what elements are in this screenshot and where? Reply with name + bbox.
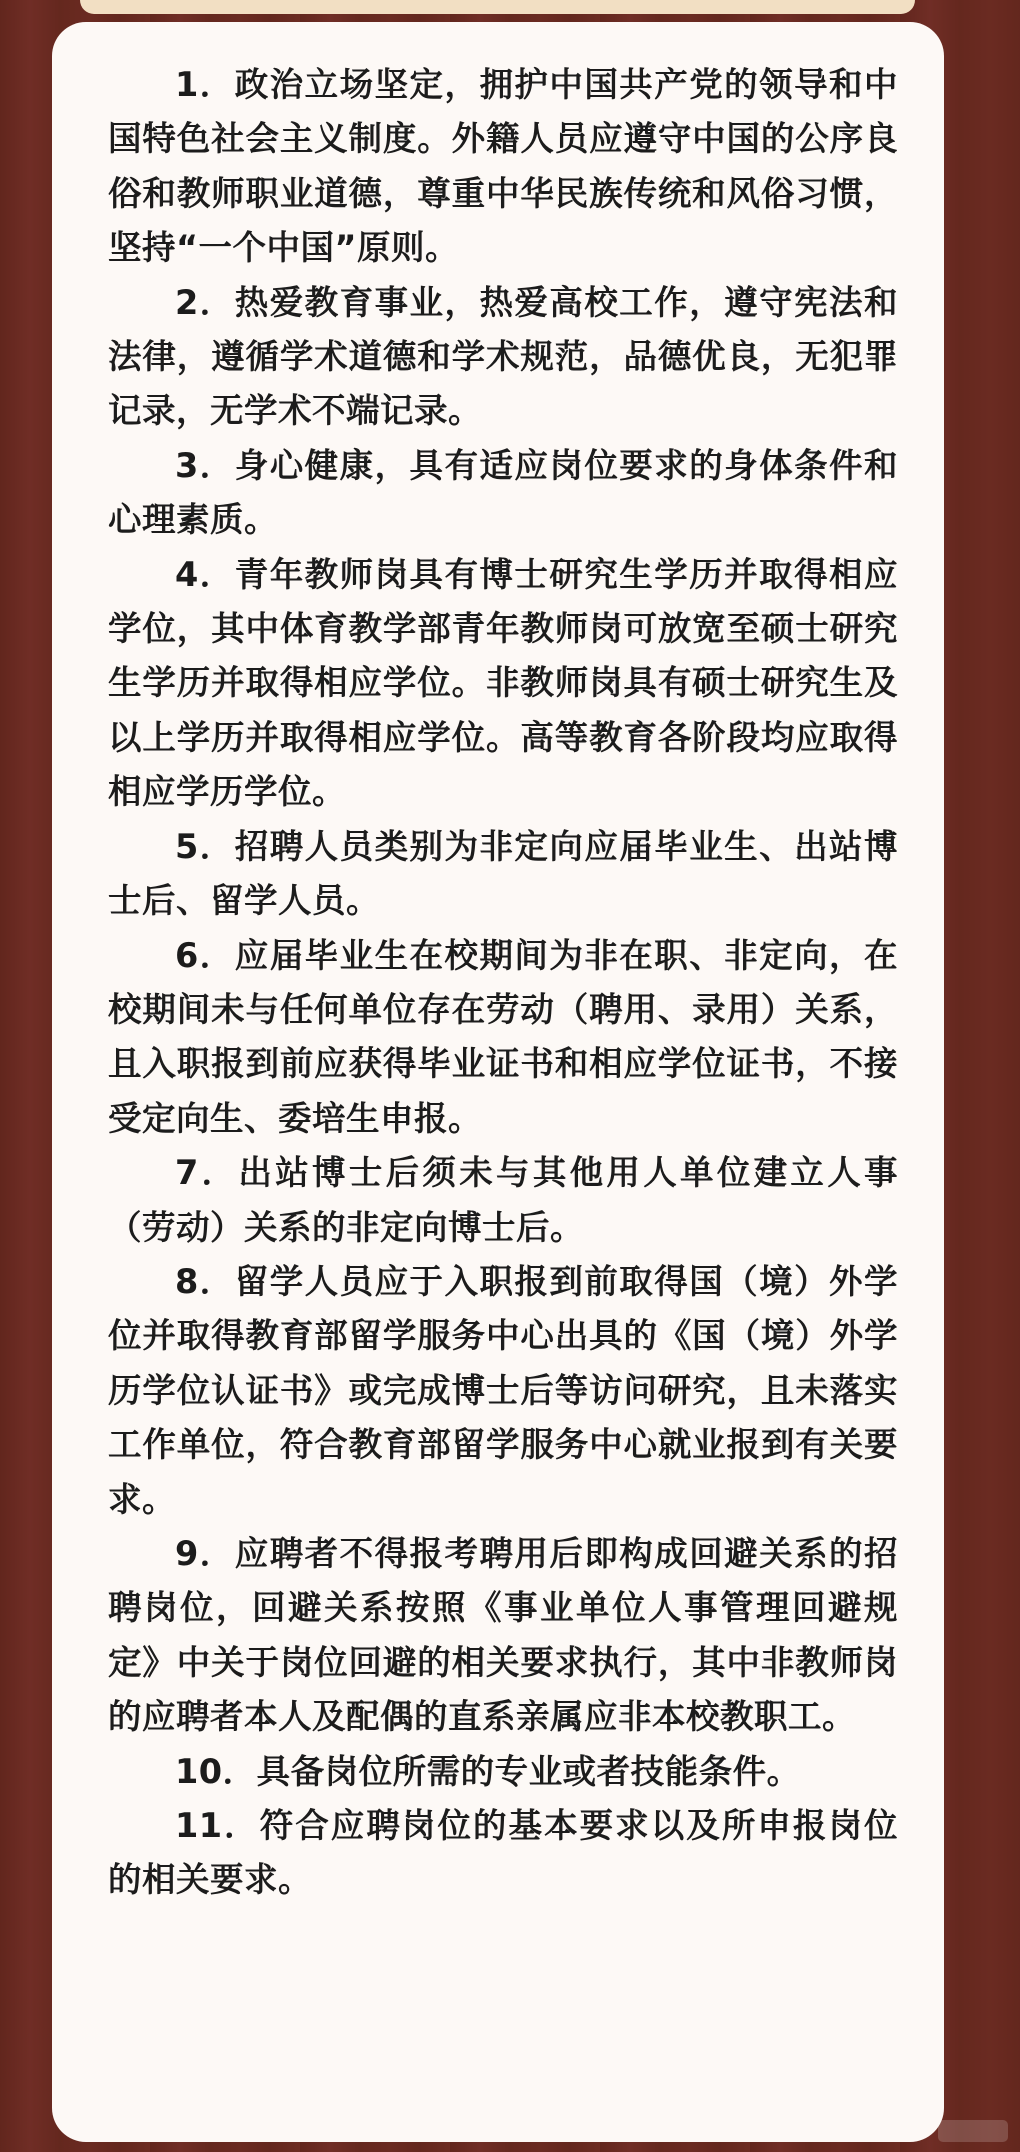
item-number: 7． <box>175 1153 239 1193</box>
item-text: 热爱教育事业，热爱高校工作，遵守宪法和法律，遵循学术道德和学术规范，品德优良，无犯罪记录，无学术不端记录。 <box>108 282 899 431</box>
list-item <box>108 1799 898 1908</box>
item-number: 5． <box>175 826 235 866</box>
item-text: 具备岗位所需的专业或者技能条件。 <box>256 1751 801 1791</box>
list-item <box>108 1255 898 1527</box>
list-item <box>108 548 898 820</box>
list-item <box>108 58 898 276</box>
item-number: 8． <box>175 1261 235 1301</box>
item-text: 应聘者不得报考聘用后即构成回避关系的招聘岗位，回避关系按照《事业单位人事管理回避规定》中关于岗位回避的相关要求执行，其中非教师岗的应聘者本人及配偶的直系亲属应非本校教职工。 <box>108 1533 899 1737</box>
list-item <box>108 439 898 548</box>
list-item <box>108 929 898 1147</box>
item-text: 招聘人员类别为非定向应届毕业生、出站博士后、留学人员。 <box>108 826 899 921</box>
list-item <box>108 1745 898 1799</box>
watermark-badge <box>938 2120 1008 2142</box>
item-text: 应届毕业生在校期间为非在职、非定向，在校期间未与任何单位存在劳动（聘用、录用）关系，且入职报到前应获得毕业证书和相应学位证书，不接受定向生、委培生申报。 <box>108 935 899 1138</box>
item-number: 3． <box>175 445 235 485</box>
requirements-list <box>108 58 898 1908</box>
item-number: 10． <box>175 1751 257 1791</box>
item-number: 1． <box>175 65 235 104</box>
list-item <box>108 820 898 929</box>
requirements-card <box>52 22 944 2142</box>
list-item <box>108 1527 898 1745</box>
item-number: 11． <box>175 1806 260 1845</box>
item-text: 身心健康，具有适应岗位要求的身体条件和心理素质。 <box>108 445 899 540</box>
item-text: 青年教师岗具有博士研究生学历并取得相应学位，其中体育教学部青年教师岗可放宽至硕士研究生学历并取得相应学位。非教师岗具有硕士研究生及以上学历并取得相应学位。高等教育各阶段均应取得相应学历学位。 <box>108 554 899 812</box>
list-item <box>108 276 898 439</box>
item-number: 6． <box>175 935 235 975</box>
list-item <box>108 1146 898 1255</box>
item-text: 符合应聘岗位的基本要求以及所申报岗位的相关要求。 <box>108 1806 899 1900</box>
item-number: 2． <box>175 282 235 322</box>
top-tab <box>80 0 915 14</box>
item-number: 9． <box>175 1533 235 1573</box>
item-text: 出站博士后须未与其他用人单位建立人事（劳动）关系的非定向博士后。 <box>108 1153 899 1247</box>
item-text: 留学人员应于入职报到前取得国（境）外学位并取得教育部留学服务中心出具的《国（境）外学历学位认证书》或完成博士后等访问研究，且未落实工作单位，符合教育部留学服务中心就业报到有关要求。 <box>108 1261 899 1519</box>
item-text: 政治立场坚定，拥护中国共产党的领导和中国特色社会主义制度。外籍人员应遵守中国的公序良俗和教师职业道德，尊重中华民族传统和风俗习惯，坚持“一个中国”原则。 <box>108 65 899 268</box>
item-number: 4． <box>175 554 235 594</box>
